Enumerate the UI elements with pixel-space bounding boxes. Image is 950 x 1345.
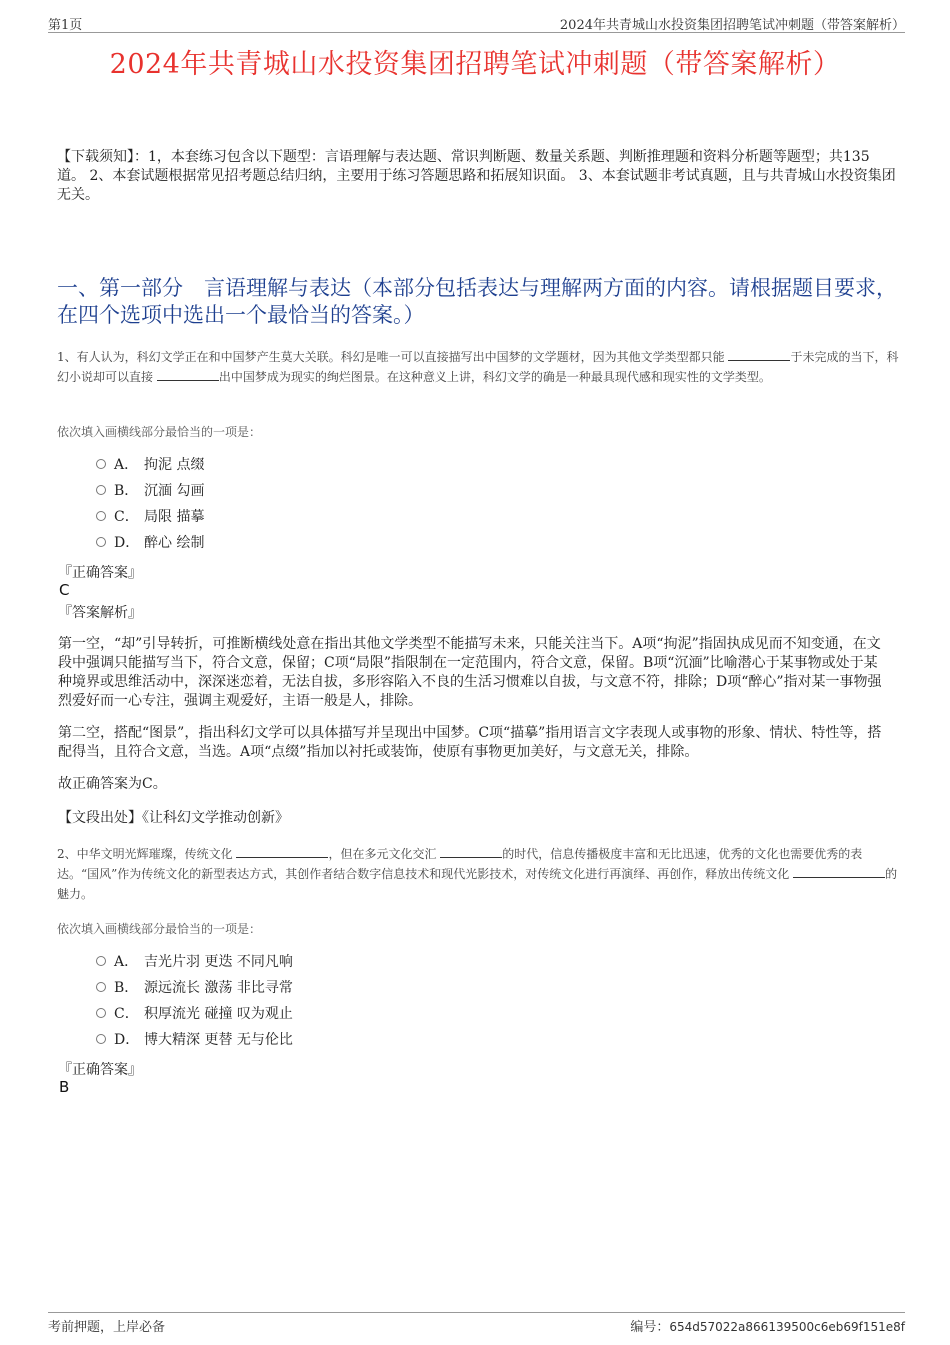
page-header bbox=[48, 12, 905, 33]
question-1-text: 1、有人认为，科幻文学正在和中国梦产生莫大关联。科幻是唯一可以直接描写出中国梦的文学题材，因为其他文学类型都只能 于未完成的当下，科幻小说却可以直接 出中国梦成为现实的绚烂图景。在这种意义上讲，科幻文学的确是一种最具现代感和现实性的文学类型。 bbox=[57, 347, 899, 387]
page-number: 第1页 bbox=[48, 18, 83, 33]
question-2-option-d[interactable]: D． 博大精深 更替 无与伦比 bbox=[96, 1030, 293, 1050]
radio-icon[interactable] bbox=[96, 1034, 106, 1044]
section-heading: 一、第一部分 言语理解与表达（本部分包括表达与理解两方面的内容。请根据题目要求，在四个选项中选出一个最恰当的答案。） bbox=[57, 276, 897, 327]
radio-icon[interactable] bbox=[96, 956, 106, 966]
fill-blank bbox=[793, 864, 885, 878]
question-2-option-c[interactable]: C． 积厚流光 碰撞 叹为观止 bbox=[96, 1004, 293, 1024]
fill-blank bbox=[157, 367, 219, 381]
question-2-text: 2、中华文明光辉璀璨，传统文化 ，但在多元文化交汇 的时代，信息传播极度丰富和无比迅速，优秀的文化也需要优秀的表达。“国风”作为传统文化的新型表达方式，其创作者结合数字信息技术和现代光影技术，对传统文化进行再演绎、再创作，释放出传统文化 的魅力。 bbox=[57, 844, 899, 904]
radio-icon[interactable] bbox=[96, 537, 106, 547]
fill-blank bbox=[728, 347, 790, 361]
correct-answer-label: 『正确答案』 bbox=[58, 565, 142, 581]
radio-icon[interactable] bbox=[96, 511, 106, 521]
download-notice: 【下载须知】：1，本套练习包含以下题型：言语理解与表达题、常识判断题、数量关系题、判断推理题和资料分析题等题型；共135道。 2、本套试题根据常见招考题总结归纳，主要用于练习答题思路和拓展知识面。 3、本套试题非考试真题，且与共青城山水投资集团无关。 bbox=[57, 149, 896, 203]
text-source: 【文段出处】《让科幻文学推动创新》 bbox=[58, 810, 289, 826]
page-title: 2024年共青城山水投资集团招聘笔试冲刺题（带答案解析） bbox=[109, 49, 841, 80]
footer-slogan: 考前押题，上岸必备 bbox=[48, 1320, 166, 1335]
analysis-conclusion: 故正确答案为C。 bbox=[58, 776, 167, 792]
document-id: 编号：654d57022a866139500c6eb69f151e8f bbox=[630, 1320, 905, 1335]
correct-answer: B bbox=[59, 1078, 70, 1096]
question-1-option-c[interactable]: C． 局限 描摹 bbox=[96, 507, 204, 527]
question-1-prompt: 依次填入画横线部分最恰当的一项是： bbox=[57, 425, 262, 439]
question-2-option-a[interactable]: A． 吉光片羽 更迭 不同凡响 bbox=[96, 952, 293, 972]
question-1-option-b[interactable]: B． 沉湎 勾画 bbox=[96, 481, 204, 501]
question-2-option-b[interactable]: B． 源远流长 激荡 非比寻常 bbox=[96, 978, 293, 998]
analysis-paragraph-2: 第二空，搭配“图景”，指出科幻文学可以具体描写并呈现出中国梦。C项“描摹”指用语言文字表现人或事物的形象、情状、特性等，搭配得当，且符合文意，当选。A项“点缀”指加以衬托或装饰，使原有事物更加美好，与文意无关，排除。 bbox=[58, 725, 882, 760]
question-1-option-d[interactable]: D． 醉心 绘制 bbox=[96, 533, 204, 553]
analysis-label: 『答案解析』 bbox=[58, 605, 142, 621]
question-1-option-a[interactable]: A． 拘泥 点缀 bbox=[96, 455, 204, 475]
page-footer bbox=[48, 1312, 905, 1335]
radio-icon[interactable] bbox=[96, 485, 106, 495]
analysis-paragraph-1: 第一空，“却”引导转折，可推断横线处意在指出其他文学类型不能描写未来，只能关注当下。A项“拘泥”指固执成见而不知变通，在文段中强调只能描写当下，符合文意，保留；C项“局限”指限制在一定范围内，符合文意，保留。B项“沉湎”比喻潜心于某事物或处于某种境界或思维活动中，深深迷恋着，无法自拔，多形容陷入不良的生活习惯难以自拔，与文意不符，排除；D项“醉心”指对某一事物强烈爱好而一心专注，强调主观爱好，主语一般是人，排除。 bbox=[58, 636, 882, 709]
fill-blank bbox=[440, 844, 502, 858]
radio-icon[interactable] bbox=[96, 1008, 106, 1018]
correct-answer-label: 『正确答案』 bbox=[58, 1062, 142, 1078]
fill-blank bbox=[236, 844, 328, 858]
radio-icon[interactable] bbox=[96, 982, 106, 992]
header-doc-title: 2024年共青城山水投资集团招聘笔试冲刺题（带答案解析） bbox=[559, 18, 905, 33]
question-2-prompt: 依次填入画横线部分最恰当的一项是： bbox=[57, 922, 262, 936]
correct-answer: C bbox=[59, 581, 70, 599]
radio-icon[interactable] bbox=[96, 459, 106, 469]
